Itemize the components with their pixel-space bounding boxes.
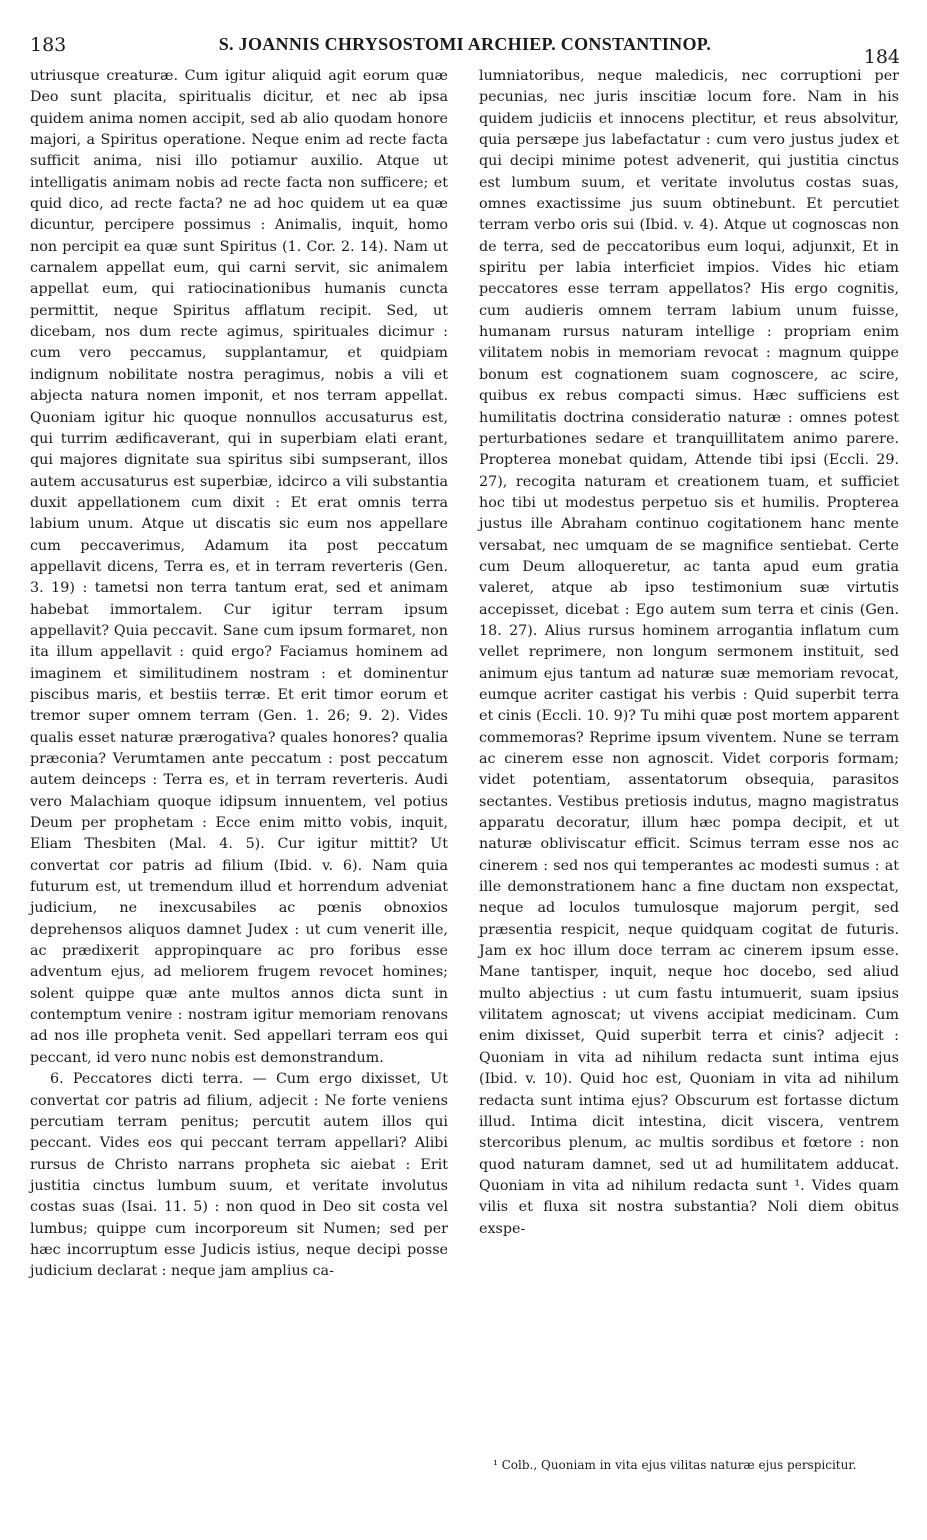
left-paragraph-2: 6. Peccatores dicti terra. — Cum ergo dixisset, Ut convertat cor patris ad filium, adjecit : Ne forte veniens percutiam terram penitus; percutit autem illos qui peccant. Vides eos qui peccant terram appellari? Alibi rursus de Christo narrans propheta sic aiebat : Erit justitia cinctus lumbum suum, et veritate involutus costas suas (Isai. 11. 5) : non quod in Deo sit costa vel lumbus; quippe cum incorporeum sit Numen; sed per hæc incorruptum esse Judicis istius, neque decipi posse judicium declarat : neque jam amplius ca- <box>30 1071 448 1280</box>
running-title: S. JOANNIS CHRYSOSTOMI ARCHIEP. CONSTANTINOP. <box>218 34 712 54</box>
page-number-right: 184 <box>863 46 900 68</box>
right-column <box>479 66 899 1240</box>
page-number-left: 183 <box>30 34 67 56</box>
left-column <box>30 66 448 1283</box>
left-paragraph-1: utriusque creaturæ. Cum igitur aliquid agit eorum quæ Deo sunt placita, spiritualis dicitur, et nec ab ipsa quidem anima nomen accipit, sed ab alio quodam honore majori, a Spiritus operatione. Neque enim ad recte facta sufficit anima, nisi illo potiamur auxilio. Atque ut intelligatis animam nobis ad recte facta non sufficere; et quid dico, ad recte facta? ne ad hoc quidem ut ea quæ dicuntur, percipere possimus : Animalis, inquit, homo non percipit ea quæ sunt Spiritus (1. Cor. 2. 14). Nam ut carnalem appellat eum, qui carni servit, sic animalem appellat eum, qui ratiocinationibus humanis cuncta permittit, neque Spiritus afflatum recipit. Sed, ut dicebam, nos dum recte agimus, spirituales dicimur : cum vero peccamus, supplantamur, et quidpiam indignum nobilitate nostra peragimus, nobis a vili et abjecta natura nomen imponit, et nos terram appellat. Quoniam igitur hic quoque nonnullos accusaturus est, qui turrim ædificaverant, qui in superbiam elati erant, qui majores dignitate sua spiritus sibi sumpserant, illos autem accusaturus est superbiæ, idcirco a vili substantia duxit appellationem cum dixit : Et erat omnis terra labium unum. Atque ut discatis sic eum nos appellare cum peccaverimus, Adamum ita post peccatum appellavit dicens, Terra es, et in terram reverteris (Gen. 3. 19) : tametsi non terra tantum erat, sed et animam habebat immortalem. Cur igitur terram ipsum appellavit? Quia peccavit. Sane cum ipsum formaret, non ita illum appellavit : quid ergo? Faciamus hominem ad imaginem et similitudinem nostram : et dominentur piscibus maris, et bestiis terræ. Et erit timor eorum et tremor super omnem terram (Gen. 1. 26; 9. 2). Vides qualis esset naturæ prærogativa? quales honores? qualia præconia? Verumtamen ante peccatum : post peccatum autem deinceps : Terra es, et in terram reverteris. Audi vero Malachiam quoque idipsum innuentem, vel potius Deum per prophetam : Ecce enim mitto vobis, inquit, Eliam Thesbiten (Mal. 4. 5). Cur igitur mittit? Ut convertat cor patris ad filium (Ibid. v. 6). Nam quia futurum est, ut tremendum illud et horrendum adveniat judicium, ne inexcusabiles ac pœnis obnoxios deprehensos aliquos damnet Judex : ut cum venerit ille, ac prædixerit appropinquare ac pro foribus esse adventum ejus, ad meliorem frugem revocet homines; solent quippe quæ ante multos annos dicta sunt in contemptum venire : nostram igitur memoriam renovans ad nos ille propheta venit. Sed appellari terram eos qui peccant, id vero nunc nobis est demonstrandum. <box>30 68 448 1066</box>
right-paragraph-1: lumniatoribus, neque maledicis, nec corruptioni per pecunias, nec juris inscitiæ locum fore. Nam in his quidem judiciis et innocens plectitur, et reus absolvitur, quia persæpe jus labefactatur : cum vero justus judex et qui decipi minime potest advenerit, qui justitia cinctus est lumbum suum, et veritate involutus costas suas, omnes exactissime jus suum obtinebunt. Et percutiet terram verbo oris sui (Ibid. v. 4). Atque ut cognoscas non de terra, sed de peccatoribus eum loqui, adjunxit, Et in spiritu per labia interficiet impios. Vides hic etiam peccatores esse terram appellatos? His ergo cognitis, cum audieris omnem terram labium unum fuisse, humanam rursus naturam intellige : propriam enim vilitatem nobis in memoriam revocat : magnum quippe bonum est cognationem suam cognoscere, ac scire, quibus ex rebus compacti simus. Hæc sufficiens est humilitatis doctrina consideratio naturæ : omnes potest perturbationes sedare et tranquillitatem animo parere. Propterea monebat quidam, Attende tibi ipsi (Eccli. 29. 27), recogita naturam et creationem tuam, et sufficiet hoc tibi ut modestus perpetuo sis et humilis. Propterea justus ille Abraham continuo cogitationem hanc mente versabat, nec umquam de se magnifice sentiebat. Certe cum Deum alloqueretur, ac tanta apud eum gratia valeret, atque ab ipso testimonium suæ virtutis accepisset, dicebat : Ego autem sum terra et cinis (Gen. 18. 27). Alius rursus hominem arrogantia inflatum cum vellet reprimere, non longum sermonem instituit, sed animum ejus tantum ad naturæ suæ memoriam revocat, eumque acriter castigat his verbis : Quid superbit terra et cinis (Eccli. 10. 9)? Tu mihi quæ post mortem apparent commemoras? Reprime ipsum viventem. Nune se terram ac cinerem esse non agnoscit. Videt corporis formam; videt potentiam, assentatorum obsequia, parasitos sectantes. Vestibus pretiosis indutus, magno magistratus apparatu decoratur, illum hæc pompa decipit, et ut naturæ obliviscatur efficit. Scimus terram esse nos ac cinerem : sed nos qui temperantes ac modesti sumus : at ille demonstrationem hanc a fine ductam non exspectat, neque ad loculos tumulosque majorum pergit, sed præsentia respicit, neque quidquam cogitat de futuris. Jam ex hoc illum doce terram ac cinerem ipsum esse. Mane tantisper, inquit, neque hoc docebo, sed aliud multo abjectius : ut cum fastu intumuerit, suam ipsius vilitatem agnoscat; ut vivens accipiat medicinam. Cum enim dixisset, Quid superbit terra et cinis? adjecit : Quoniam in vita ad nihilum redacta sunt intima ejus (Ibid. v. 10). Quid hoc est, Quoniam in vita ad nihilum redacta sunt intima ejus? Obscurum est fortasse dictum illud. Intima dicit intestina, dicit viscera, ventrem stercoribus plenum, ac multis sordibus et fœtore : non quod naturam damnet, sed ut ad humilitatem adducat. Quoniam in vita ad nihilum redacta sunt ¹. Vides quam vilis et fluxa sit nostra substantia? Noli diem obitus exspe- <box>479 68 899 1237</box>
running-head <box>30 34 900 68</box>
footnote: ¹ Colb., Quoniam in vita ejus vilitas naturæ ejus perspicitur. <box>493 1458 857 1472</box>
